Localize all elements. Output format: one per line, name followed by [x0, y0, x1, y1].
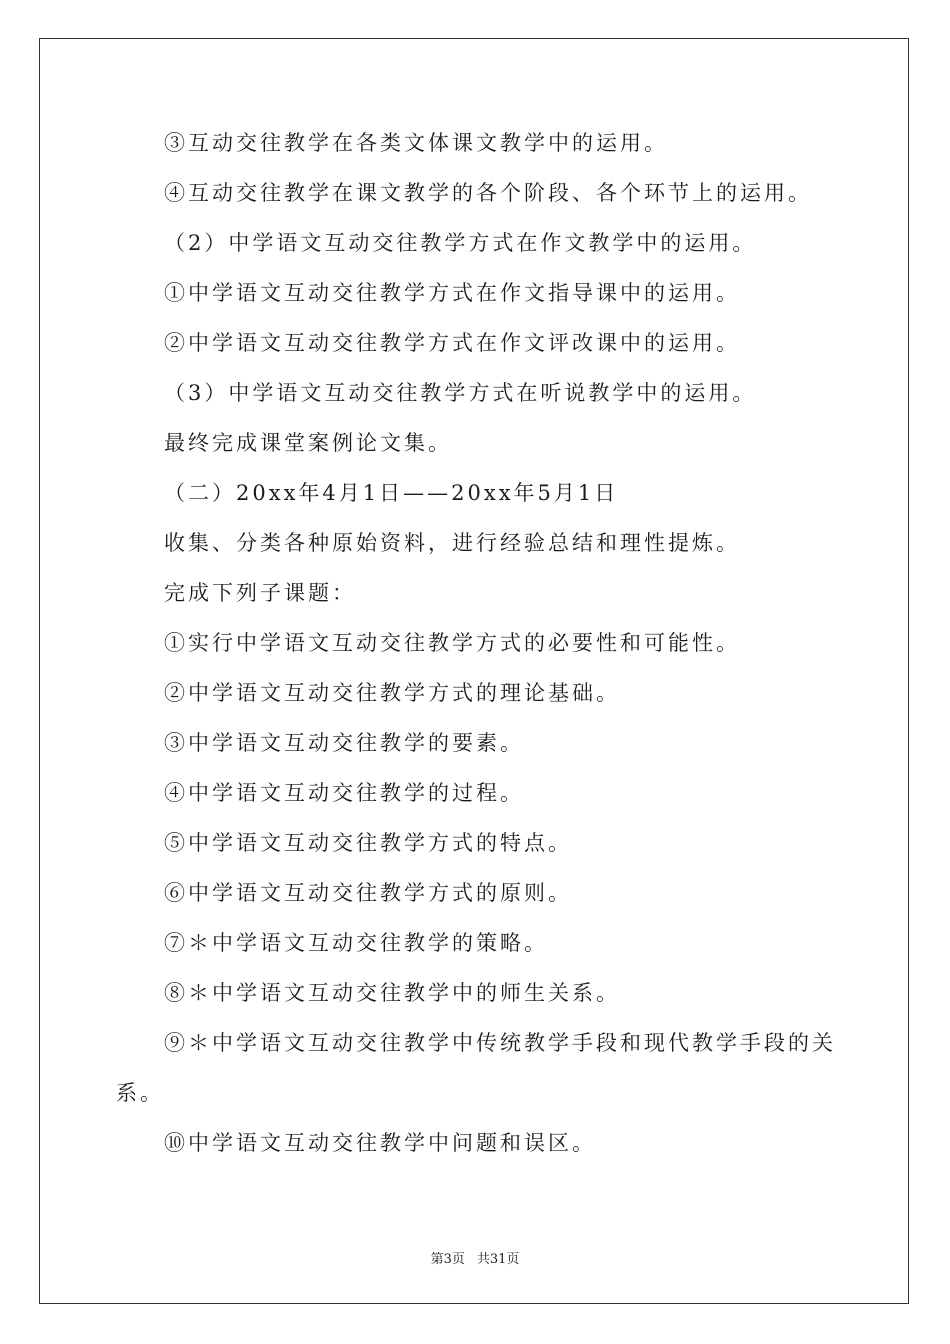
text-line: ⑤中学语文互动交往教学方式的特点。: [164, 831, 572, 855]
text-line: ③中学语文互动交往教学的要素。: [164, 731, 524, 755]
text-line: ④互动交往教学在课文教学的各个阶段、各个环节上的运用。: [164, 181, 812, 205]
text-line: 最终完成课堂案例论文集。: [164, 431, 452, 455]
text-line: （二）20xx年4月1日——20xx年5月1日: [164, 481, 619, 505]
text-line: ②中学语文互动交往教学方式在作文评改课中的运用。: [164, 331, 740, 355]
text-line: ④中学语文互动交往教学的过程。: [164, 781, 524, 805]
text-line: ②中学语文互动交往教学方式的理论基础。: [164, 681, 620, 705]
text-line: 完成下列子课题：: [164, 581, 356, 605]
text-line: ③互动交往教学在各类文体课文教学中的运用。: [164, 131, 668, 155]
text-line: （2）中学语文互动交往教学方式在作文教学中的运用。: [164, 231, 757, 255]
text-line: ⑥中学语文互动交往教学方式的原则。: [164, 881, 572, 905]
text-line: （3）中学语文互动交往教学方式在听说教学中的运用。: [164, 381, 757, 405]
text-line: ⑨＊中学语文互动交往教学中传统教学手段和现代教学手段的关: [164, 1031, 836, 1055]
text-line: ①中学语文互动交往教学方式在作文指导课中的运用。: [164, 281, 740, 305]
total-pages: 共31页: [476, 1252, 520, 1267]
text-line: ①实行中学语文互动交往教学方式的必要性和可能性。: [164, 631, 740, 655]
text-line: ⑩中学语文互动交往教学中问题和误区。: [164, 1131, 596, 1155]
page-number: 第3页: [430, 1252, 465, 1267]
text-line: ⑧＊中学语文互动交往教学中的师生关系。: [164, 981, 620, 1005]
text-line: 收集、分类各种原始资料，进行经验总结和理性提炼。: [164, 531, 740, 555]
text-line: ⑦＊中学语文互动交往教学的策略。: [164, 931, 548, 955]
page-footer: [0, 1248, 950, 1267]
text-line: 系。: [116, 1081, 164, 1105]
